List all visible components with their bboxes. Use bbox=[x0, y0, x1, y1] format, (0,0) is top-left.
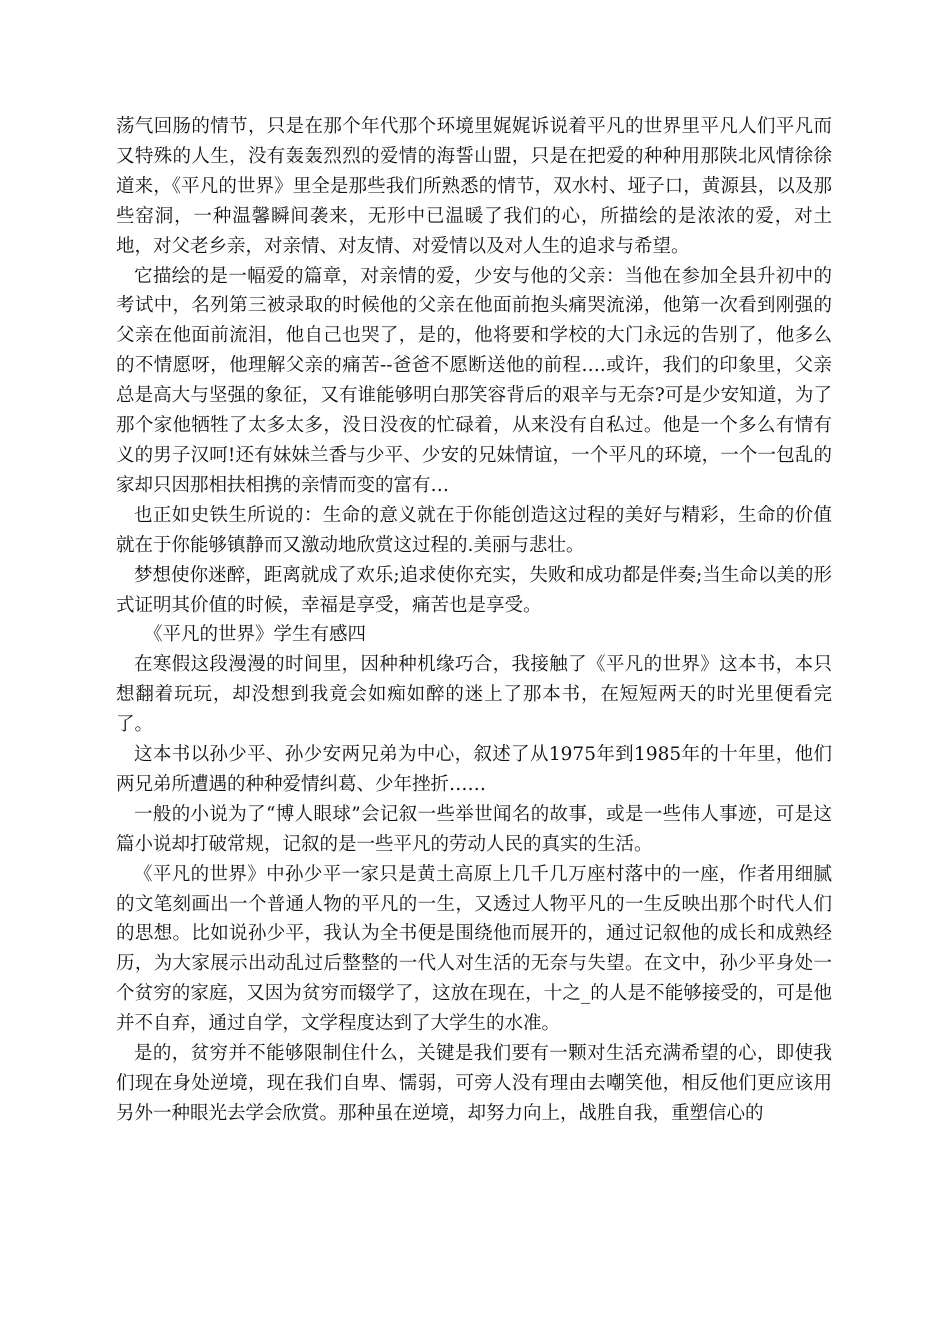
paragraph-poverty: 是的，贫穷并不能够限制住什么，关键是我们要有一颗对生活充满希望的心，即使我们现在身处逆境，现在我们自卑、懦弱，可旁人没有理由去嘲笑他，相反他们更应该用另外一种眼光去学会欣赏。那种虽在逆境，却努力向上，战胜自我，重塑信心的 bbox=[116, 1043, 832, 1124]
paragraph-continued: 荡气回肠的情节，只是在那个年代那个环境里娓娓诉说着平凡的世界里平凡人们平凡而又特殊的人生，没有轰轰烈烈的爱情的海誓山盟，只是在把爱的种种用那陕北风情徐徐道来，《平凡的世界》里全是那些我们所熟悉的情节，双水村、垭子口，黄源县，以及那些窑洞，一种温馨瞬间袭来，无形中已温暖了我们的心，所描绘的是浓浓的爱，对土地，对父老乡亲，对亲情、对友情、对爱情以及对人生的追求与希望。 bbox=[116, 116, 832, 257]
paragraph-father-love: 它描绘的是一幅爱的篇章，对亲情的爱，少安与他的父亲：当他在参加全县升初中的考试中，名列第三被录取的时候他的父亲在他面前抱头痛哭流涕，他第一次看到刚强的父亲在他面前流泪，他自己也哭了，是的，他将要和学校的大门永远的告别了，他多么的不情愿呀，他理解父亲的痛苦--爸爸不愿断送他的前程….或许，我们的印象里，父亲总是高大与坚强的象征，又有谁能够明白那笑容背后的艰辛与无奈?可是少安知道，为了那个家他牺牲了太多太多，没日没夜的忙碌着，从来没有自私过。他是一个多么有情有义的男子汉呵!还有妹妹兰香与少平、少安的兄妹情谊，一个平凡的环境，一个一包乱的家却只因那相扶相携的亲情而变的富有… bbox=[116, 265, 832, 496]
paragraph-sun-family: 《平凡的世界》中孙少平一家只是黄土高原上几千几万座村落中的一座，作者用细腻的文笔刻画出一个普通人物的平凡的一生，又透过人物平凡的一生反映出那个时代人们的思想。比如说孙少平，我认为全书便是围绕他而展开的，通过记叙他的成长和成熟经历，为大家展示出动乱过后整整的一代人对生活的无奈与失望。在文中，孙少平身处一个贫穷的家庭，又因为贫穷而辍学了，这放在现在，十之_的人是不能够接受的，可是他并不自弃，通过自学，文学程度达到了大学生的水准。 bbox=[116, 863, 832, 1035]
paragraph-winter-vacation: 在寒假这段漫漫的时间里，因种种机缘巧合，我接触了《平凡的世界》这本书，本只想翻着玩玩，却没想到我竟会如痴如醉的迷上了那本书，在短短两天的时光里便看完了。 bbox=[116, 654, 832, 736]
paragraph-ordinary-novel: 一般的小说为了“博人眼球”会记叙一些举世闻名的故事，或是一些伟人事迹，可是这篇小说却打破常规，记叙的是一些平凡的劳动人民的真实的生活。 bbox=[116, 803, 832, 855]
paragraph-two-brothers: 这本书以孙少平、孙少安两兄弟为中心，叙述了从1975年到1985年的十年里，他们两兄弟所遭遇的种种爱情纠葛、少年挫折…… bbox=[116, 744, 832, 795]
paragraph-dream: 梦想使你迷醉，距离就成了欢乐;追求使你充实，失败和成功都是伴奏;当生命以美的形式证明其价值的时候，幸福是享受，痛苦也是享受。 bbox=[116, 564, 832, 616]
paragraph-shi-tiesheng: 也正如史铁生所说的：生命的意义就在于你能创造这过程的美好与精彩，生命的价值就在于你能够镇静而又激动地欣赏这过程的.美丽与悲壮。 bbox=[116, 504, 832, 556]
document-body bbox=[116, 112, 832, 1129]
section-title: 《平凡的世界》学生有感四 bbox=[144, 624, 367, 646]
